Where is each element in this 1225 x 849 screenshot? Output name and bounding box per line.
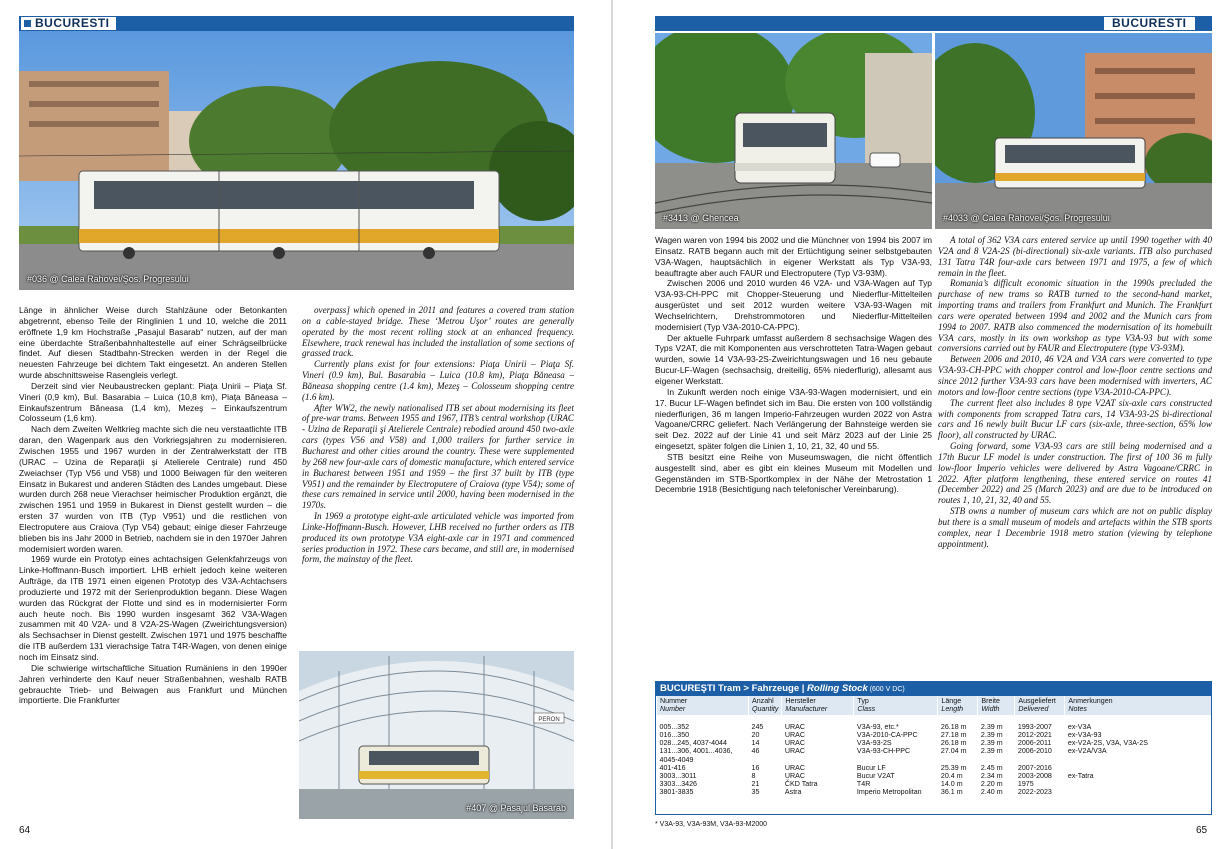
table-cell: 2.39 m bbox=[980, 731, 1003, 740]
title-italic: Rolling Stock bbox=[807, 683, 868, 694]
table-cell: 2.39 m bbox=[980, 722, 1003, 731]
table-cell: 8 bbox=[751, 772, 756, 781]
table-row bbox=[657, 731, 1212, 739]
table-cell: ČKD Tatra bbox=[784, 780, 818, 789]
table-cell: 245 bbox=[751, 722, 764, 731]
rolling-stock-box bbox=[655, 681, 1212, 815]
table-cell: 2.34 m bbox=[980, 772, 1003, 781]
header-en: Length bbox=[941, 705, 964, 714]
table-cell: 2.45 m bbox=[980, 763, 1003, 772]
table-cell: ex-V3A-93 bbox=[1067, 731, 1102, 740]
table-cell: 26.18 m bbox=[940, 739, 967, 748]
table-cell: V3A-93-CH-PPC bbox=[856, 747, 911, 756]
rolling-stock-title bbox=[656, 682, 1211, 696]
table-row bbox=[657, 764, 1212, 772]
paragraph: STB owns a number of museum cars which are not on public display but there is a small museum of models and artefacts within the STB sports complex, near 1 Decembrie 1918 metro station (viewing by telephone appointment). bbox=[938, 506, 1212, 549]
column-header bbox=[782, 696, 854, 715]
text-column-german-left bbox=[19, 305, 287, 706]
header-de: Hersteller bbox=[785, 697, 816, 705]
table-cell: V3A-93-2S bbox=[856, 739, 892, 748]
table-cell: 2.39 m bbox=[980, 739, 1003, 748]
photo-caption: #036 @ Calea Rahovei/Şos. Progresului bbox=[27, 274, 189, 284]
title-main: BUCUREŞTI Tram > Fahrzeuge | bbox=[660, 683, 808, 694]
tram-photo-image bbox=[935, 33, 1212, 229]
header-de: Anmerkungen bbox=[1068, 697, 1113, 705]
page-number: 65 bbox=[1196, 825, 1208, 836]
text-column-english-right bbox=[938, 235, 1212, 549]
table-cell: 028...245, 4037-4044 bbox=[659, 739, 727, 748]
table-cell: 3303...3426 bbox=[659, 780, 697, 789]
page-number: 64 bbox=[19, 825, 31, 836]
paragraph: Between 2006 and 2010, 46 V2A and V3A cars were converted to type V3A-93-CH-PPC with chopper control and low-floor centre sections and since 2012 further V3A-93 cars have been modernised with inverters, AC motors and low-floor centre sections (type V3A-2010-CA-PPC). bbox=[938, 354, 1212, 397]
table-cell: 2003-2008 bbox=[1017, 772, 1052, 781]
table-cell: URAC bbox=[784, 739, 806, 748]
table-cell: 1975 bbox=[1017, 780, 1034, 789]
text-column-english-left bbox=[302, 305, 574, 565]
paragraph: Zwischen 2006 und 2010 wurden 46 V2A- und V3A-Wagen auf Typ V3A-93-CH-PPC mit Chopper-Steuerung und Niederflur-Mittelteilen ausgerüstet und seit 2012 wurden weitere V3A-93-Wagen mit Wechselrichtern, Drehstrommotoren und Niederflur-Mittelteilen modernisiert (Typ V3A-2010-CA-PPC). bbox=[655, 278, 932, 332]
table-cell: 27.04 m bbox=[940, 747, 967, 756]
table-cell: 2.39 m bbox=[980, 747, 1003, 756]
column-header bbox=[657, 696, 749, 715]
paragraph: A total of 362 V3A cars entered service up until 1990 together with 40 V2A and 8 V2A-2S (bi-directional) six-axle variants. ITB also purchased 131 Tatra T4R four-axle cars between 1971 and 1975, a few of which remain in the fleet. bbox=[938, 235, 1212, 278]
table-cell: 16 bbox=[751, 763, 760, 772]
table-header-row bbox=[657, 696, 1212, 715]
column-header bbox=[854, 696, 938, 715]
paragraph: In 1969 a prototype eight-axle articulated vehicle was imported from Linke-Hoffmann-Busch. However, LHB received no further orders as ITB produced its own prototype V3A eight-axle car in 1971 and commenced series production in 1972. These cars became, and still are, in modernised form, the mainstay of the fleet. bbox=[302, 511, 574, 565]
column-header bbox=[978, 696, 1015, 715]
city-label-text: BUCURESTI bbox=[35, 16, 110, 30]
paragraph: Wagen waren von 1994 bis 2002 und die Münchner von 1994 bis 2007 im Einsatz. RATB begann auch mit der Ertüchtigung seiner selbstgebauten V3A-Wagen, hauptsächlich in eigener Werkstatt als Typ V3A-93, beauftragte aber auch FAUR und Electroputere (Typ V3-93M). bbox=[655, 235, 932, 278]
photo-caption: #3413 @ Ghencea bbox=[663, 213, 739, 223]
table-cell: 131...306, 4001...4036, 4045-4049 bbox=[659, 747, 733, 764]
table-cell: URAC bbox=[784, 731, 806, 740]
header-en: Class bbox=[857, 705, 876, 714]
table-cell: 36.1 m bbox=[940, 788, 963, 797]
paragraph: In Zukunft werden noch einige V3A-93-Wagen modernisiert, und ein 17. Bucur LF-Wagen befindet sich im Bau. Die ersten von 100 vollständig niederflurigen, 36 m langen Imperio-Fahrzeugen wurden 2022 von Astra Vagoane/CRRC geliefert. Nach Verlängerung der Bahnsteige werden sie seit Dez. 2022 auf der Linie 41 und seit März 2023 auf der Linie 25 eingesetzt, später folgen die Linien 1, 10, 21, 32, 40 und 55. bbox=[655, 386, 932, 452]
photo-caption: #4033 @ Calea Rahovei/Şos. Progresului bbox=[943, 213, 1110, 223]
table-row bbox=[657, 788, 1212, 796]
paragraph: Der aktuelle Fuhrpark umfasst außerdem 8 sechsachsige Wagen des Typs V2AT, die mit Komponenten aus verschrotteten Tatra-Wagen gebaut wurden, sowie 14 V3A-93-2S-Zweirichtungswagen und 16 neu gebaute Bucur-LF-Wagen (sechsachsig, dreiteilig, 65% niederflurig), allesamt aus eigener Werkstatt. bbox=[655, 332, 932, 386]
table-cell: ex-V3A bbox=[1067, 722, 1092, 731]
table-cell: 2.20 m bbox=[980, 780, 1003, 789]
header-de: Länge bbox=[941, 697, 962, 705]
column-header bbox=[938, 696, 978, 715]
photo-tram-3413 bbox=[655, 33, 932, 229]
table-cell: 005...352 bbox=[659, 722, 690, 731]
table-cell: 3003...3011 bbox=[659, 772, 697, 781]
table-cell: 20 bbox=[751, 731, 760, 740]
table-cell: 14 bbox=[751, 739, 760, 748]
header-en: Quantity bbox=[752, 705, 779, 714]
table-cell: Imperio Metropolitan bbox=[856, 788, 922, 797]
table-cell: 2006-2011 bbox=[1017, 739, 1052, 748]
paragraph: Romania’s difficult economic situation in the 1990s precluded the purchase of new trams so RATB turned to the second-hand market, importing trams and trailers from Frankfurt and Munich. The Frankfurt cars were operated between 1994 and 2002 and the Munich cars from 1994 to 2007. RATB also commenced the modernisation of its homebuilt V3A cars, mostly in its own workshop as type V3A-93 but with some conversions carried out by FAUR and Electroputere (type V3-93M). bbox=[938, 278, 1212, 354]
photo-tram-4033 bbox=[935, 33, 1212, 229]
table-cell: T4R bbox=[856, 780, 871, 789]
table-cell: 2012-2021 bbox=[1017, 731, 1052, 740]
paragraph: Derzeit sind vier Neubaustrecken geplant: Piaţa Unirii – Piaţa Sf. Vineri (0,9 km), Bul. Basarabia – Luica (10,8 km), Piaţa Băneasa – Einkaufszentrum Băneasa (1,4 km), Mezeş – Einkaufszentrum Colosseum (1,6 km). bbox=[19, 380, 287, 424]
rolling-stock-table bbox=[656, 696, 1211, 797]
header-de: Ausgeliefert bbox=[1018, 697, 1056, 705]
table-cell: URAC bbox=[784, 722, 806, 731]
table-cell: 2.40 m bbox=[980, 788, 1003, 797]
table-cell: 3801-3835 bbox=[659, 788, 694, 797]
header-en: Delivered bbox=[1018, 705, 1049, 714]
table-cell: Bucur V2AT bbox=[856, 772, 895, 781]
column-header bbox=[749, 696, 782, 715]
table-cell: ex-V2A/V3A bbox=[1067, 747, 1107, 756]
text-column-german-right bbox=[655, 235, 932, 495]
table-cell: 14.0 m bbox=[940, 780, 963, 789]
paragraph: Going forward, some V3A-93 cars are still being modernised and a 17th Bucur LF model is under construction. The first of 100 36 m fully low-floor Imperio vehicles were delivered by Astra Vagoane/CRRC in 2022. After platform lengthening, these entered service on routes 41 (December 2022) and 25 (March 2023) and are due to be introduced on routes 1, 10, 21, 32, 40 and 55. bbox=[938, 441, 1212, 506]
table-cell: URAC bbox=[784, 763, 806, 772]
header-de: Nummer bbox=[660, 697, 688, 705]
column-header bbox=[1065, 696, 1211, 715]
tram-photo-image bbox=[19, 31, 574, 290]
table-cell: Astra bbox=[784, 788, 802, 797]
table-cell: 401-416 bbox=[659, 763, 686, 772]
tram-photo-image bbox=[655, 33, 932, 229]
table-cell: URAC bbox=[784, 747, 806, 756]
rolling-stock-rows bbox=[657, 715, 1212, 797]
city-label-text: BUCURESTI bbox=[1112, 16, 1187, 30]
header-de: Breite bbox=[981, 697, 1000, 705]
column-header bbox=[1015, 696, 1065, 715]
paragraph: The current fleet also includes 8 type V2AT six-axle cars constructed with components from scrapped Tatra cars, 14 V3A-93-2S bi-directional cars and 16 newly built Bucur LF cars (six-axle, three-section, 65% low floor), all constructed by URAC. bbox=[938, 397, 1212, 441]
page-right bbox=[613, 0, 1225, 849]
table-cell bbox=[1065, 764, 1211, 772]
header-en: Number bbox=[660, 705, 686, 714]
table-cell: URAC bbox=[784, 772, 806, 781]
paragraph: Currently plans exist for four extensions: Piaţa Unirii – Piaţa Sf. Vineri (0.9 km), Bul. Basarabia – Luica (10.8 km), Piaţa Băneasa – Băneasa shopping centre (1.4 km), Mezeş – Colosseum shopping centre (1.6 km). bbox=[302, 359, 574, 402]
paragraph: overpass] which opened in 2011 and features a covered tram station on a cable-stayed bridge. These ‘Metrou Uşor’ routes are generally operated by the most recent rolling stock at an enhanced frequency. Elsewhere, track renewal has included the installation of some sections of grassed track. bbox=[302, 305, 574, 359]
photo-tram-407 bbox=[299, 651, 574, 819]
paragraph: STB besitzt eine Reihe von Museumswagen, die nicht öffentlich ausgestellt sind, aber es gibt ein kleines Museum mit Modellen und Gegenständen im STB-Sportkomplex in der Nähe der Metrostation 1 Decembrie 1918 (Besichtigung nach telefonischer Vereinbarung). bbox=[655, 451, 932, 495]
header-en: Manufacturer bbox=[785, 705, 828, 714]
table-cell: 1993-2007 bbox=[1017, 722, 1052, 731]
paragraph: Die schwierige wirtschaftliche Situation Rumäniens in den 1990er Jahren verhinderte den Kauf neuer Straßenbahnen, weshalb RATB gebrauchte Trieb- und Beiwagen aus Frankfurt und München importierte. Die Frankfurter bbox=[19, 662, 287, 706]
table-cell: 35 bbox=[751, 788, 760, 797]
photo-caption: #407 @ Pasajul Basarab bbox=[466, 803, 566, 813]
table-cell: 016...350 bbox=[659, 731, 690, 740]
table-cell: 26.18 m bbox=[940, 722, 967, 731]
table-cell: V3A-2010-CA-PPC bbox=[856, 731, 918, 740]
table-footnote: * V3A-93, V3A-93M, V3A-93-M2000 bbox=[655, 821, 768, 828]
table-cell: V3A-93, etc.* bbox=[856, 722, 899, 731]
table-row bbox=[657, 715, 1212, 731]
table-row bbox=[657, 739, 1212, 747]
table-cell: 2022-2023 bbox=[1017, 788, 1052, 797]
table-row bbox=[657, 780, 1212, 788]
photo-tram-036 bbox=[19, 31, 574, 290]
table-row bbox=[657, 747, 1212, 763]
table-cell bbox=[1065, 788, 1211, 796]
table-cell: ex-V2A-2S, V3A, V3A-2S bbox=[1067, 739, 1148, 748]
station-sign: PERON bbox=[538, 717, 560, 723]
title-voltage: (600 V DC) bbox=[867, 686, 905, 693]
table-cell: 21 bbox=[751, 780, 760, 789]
city-label bbox=[20, 16, 117, 31]
table-cell bbox=[1065, 780, 1211, 788]
table-cell: 25.39 m bbox=[940, 763, 967, 772]
table-cell: 46 bbox=[751, 747, 760, 756]
header-de: Anzahl bbox=[752, 697, 774, 705]
table-row bbox=[657, 772, 1212, 780]
paragraph: Nach dem Zweiten Weltkrieg machte sich die neu verstaatlichte ITB daran, den Wagenpark aus den Vorkriegsjahren zu modernisieren. Zwischen 1955 und 1967 wurden in der Zentralwerkstatt der ITB (URAC – Uzina de Reparaţii şi Atelierele Centrale) rund 450 Zweiachser (Typ V56 und V58) und 1000 Beiwagen für den weiteren Einsatz in Bukarest und anderen Städten des Landes umgebaut. Diese wurden durch 268 neue Vierachser heimischer Produktion ergänzt, die zwischen 1951 und 1959 in Bukarest in Dienst gestellt wurden – die ersten 37 wurden von ITB (Typ V951) und die restlichen von Electroputere aus Craiova (Typ V54) gebaut; einige dieser Fahrzeuge blieben bis ins Jahr 2000 in Betrieb, nachdem sie in den 1970er Jahren modernisiert worden waren. bbox=[19, 424, 287, 554]
paragraph: After WW2, the newly nationalised ITB set about modernising its fleet of pre-war trams. Between 1955 and 1967, ITB’s central workshop (URAC - Uzina de Reparaţii şi Atelierele Centrale) rebodied around 450 two-axle cars (types V56 and V58) and 1,000 trailers for further service in Bucharest and other cities around the country. These were supplemented by 268 new four-axle cars of domestic manufacture, which entered service in Bucharest between 1951 and 1959 – the first 37 built by ITB (type V951) and the remainder by Electroputere of Craiova (type V54); some of these cars remained in service until 2000, having been modernised in the 1970s. bbox=[302, 402, 574, 511]
table-cell: 20.4 m bbox=[940, 772, 963, 781]
header-en: Width bbox=[981, 705, 1000, 714]
header-de: Typ bbox=[857, 697, 869, 705]
table-cell: 2006-2010 bbox=[1017, 747, 1052, 756]
page-left bbox=[0, 0, 612, 849]
paragraph: 1969 wurde ein Prototyp eines achtachsigen Gelenkfahrzeugs von Linke-Hoffmann-Busch importiert. LHB erhielt jedoch keine weiteren Aufträge, da ITB 1971 einen eigenen Prototyp des V3A-Achtachsers produzierte und 1972 mit der Serienproduktion begann. Diese Wagen wurden das Rückgrat der Flotte und sind es in modernisierter Form auch heute noch. Bis 1990 wurden insgesamt 362 V3A-Wagen zusammen mit 40 V2A- und 8 V2A-2S-Wagen (Zweirichtungsversion) als Sechsachser in Dienst gestellt. Zwischen 1971 und 1975 beschaffte die ITB außerdem 131 vierachsige Tatra T4R-Wagen, von denen einige noch im Einsatz sind. bbox=[19, 554, 287, 662]
table-cell: ex-Tatra bbox=[1067, 772, 1094, 781]
paragraph: Länge in ähnlicher Weise durch Stahlzäune oder Betonkanten abgetrennt, ebenso Teile der Ringlinien 1 und 10, welche die 2011 eröffnete 1,9 km Hochstraße „Pasajul Basarab“ nutzen, auf der man eine überdachte Straßenbahnhaltestelle auf einer Schrägseilbrücke findet. Auf diesen Stadtbahn-Strecken werden in der Regel die neuesten Fahrzeuge bei dichtem Takt eingesetzt. An anderen Stellen wurde abschnittsweise Rasengleis verlegt. bbox=[19, 305, 287, 381]
station-photo-image bbox=[299, 651, 574, 819]
city-label bbox=[1103, 16, 1196, 31]
table-cell: 27.18 m bbox=[940, 731, 967, 740]
table-cell: 2007-2016 bbox=[1017, 763, 1052, 772]
table-cell: Bucur LF bbox=[856, 763, 886, 772]
header-en: Notes bbox=[1068, 705, 1087, 714]
